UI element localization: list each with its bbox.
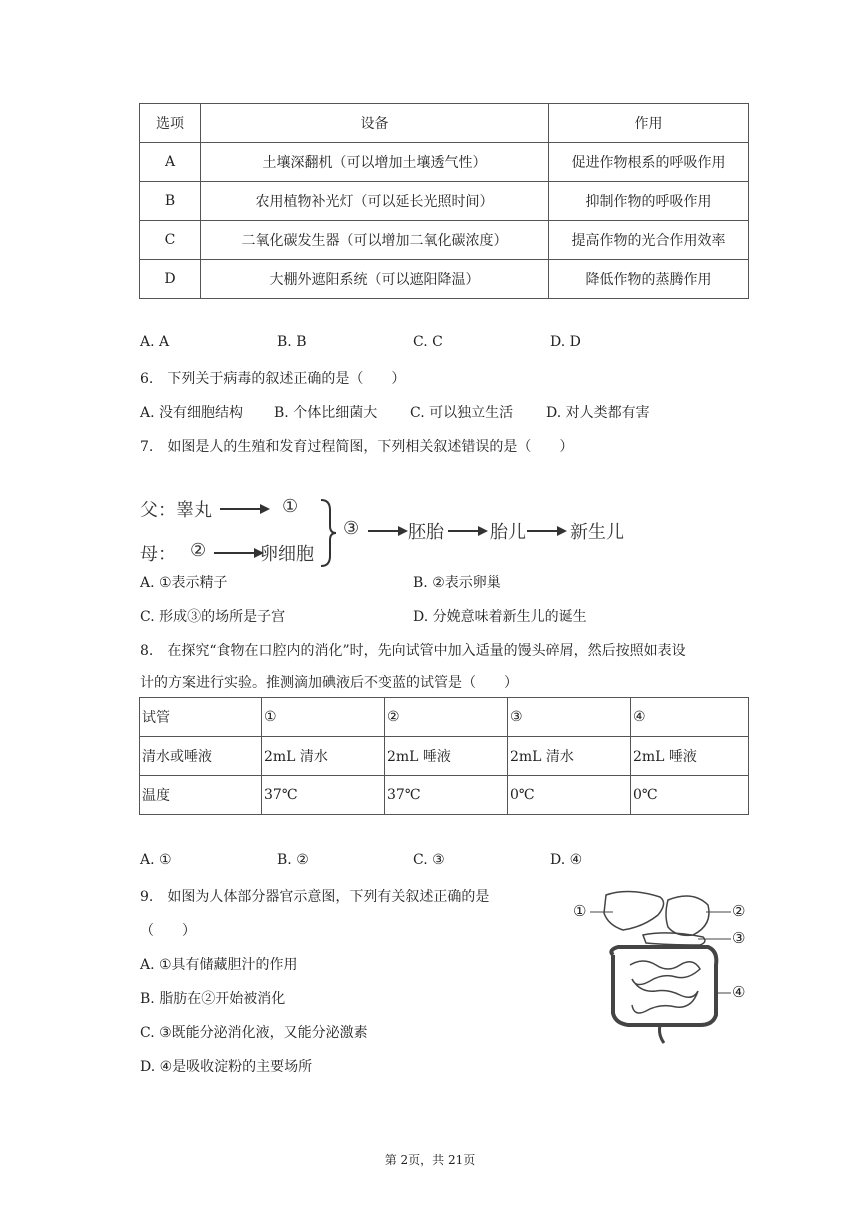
table-cell: B <box>140 182 201 221</box>
table-cell: 37℃ <box>262 776 385 815</box>
q5-option-c: C. C <box>413 334 443 350</box>
large-intestine-shape <box>611 947 716 1025</box>
organ-label-4: ④ <box>732 983 746 1001</box>
table-cell: ③ <box>508 698 631 737</box>
organ-label-2: ② <box>732 902 746 920</box>
q5-option-a: A. A <box>140 334 170 350</box>
table-cell: 抑制作物的呼吸作用 <box>549 182 749 221</box>
organ-label-1: ① <box>573 902 587 920</box>
q7-option-c: C. 形成③的场所是子宫 <box>140 609 286 625</box>
q6-option-a: A. 没有细胞结构 <box>140 405 244 421</box>
arrow-icon <box>448 525 488 537</box>
page-footer: 第 2页，共 21页 <box>384 1153 476 1167</box>
table-cell: 二氧化碳发生器（可以增加二氧化碳浓度） <box>201 221 549 260</box>
digestive-organs-illustration <box>568 885 753 1045</box>
q9-option-d: D. ④是吸收淀粉的主要场所 <box>140 1059 313 1075</box>
arrow-icon <box>214 547 264 559</box>
table-cell: ② <box>385 698 508 737</box>
q5-option-d: D. D <box>550 334 581 350</box>
table-header-cell: 选项 <box>140 104 201 143</box>
q8-stem-line1: 8. 在探究“食物在口腔内的消化”时，先向试管中加入适量的馒头碎屑，然后按照如表设 <box>140 643 686 659</box>
arrow-icon <box>527 525 567 537</box>
table-cell: 大棚外遮阳系统（可以遮阳降温） <box>201 260 549 299</box>
diagram-label-1: ① <box>282 496 299 517</box>
diagram-fetus-label: 胎儿 <box>490 522 526 543</box>
organ-label-3: ③ <box>732 929 746 947</box>
table-row <box>140 221 749 260</box>
table-cell: 37℃ <box>385 776 508 815</box>
q7-option-b: B. ②表示卵巢 <box>413 575 501 591</box>
table-row <box>140 260 749 299</box>
q9-stem-line2: （ ） <box>140 923 196 939</box>
rectum-shape <box>660 1025 665 1043</box>
table-cell: ④ <box>631 698 749 737</box>
q8-option-a: A. ① <box>140 852 172 868</box>
q9-stem-line1: 9. 如图为人体部分器官示意图，下列有关叙述正确的是 <box>140 889 490 905</box>
table-cell: 清水或唾液 <box>140 737 262 776</box>
q9-option-b: B. 脂肪在②开始被消化 <box>140 991 286 1007</box>
q6-option-d: D. 对人类都有害 <box>546 405 650 421</box>
table-cell: ① <box>262 698 385 737</box>
diagram-embryo-label: 胚胎 <box>408 522 444 543</box>
q9-option-a: A. ①具有储藏胆汁的作用 <box>140 957 298 973</box>
diagram-father-label: 父：睾丸 <box>140 500 212 521</box>
diagram-egg-label: 卵细胞 <box>260 544 314 565</box>
q6-stem: 6. 下列关于病毒的叙述正确的是（ ） <box>140 371 406 387</box>
q5-option-b: B. B <box>277 334 307 350</box>
table-cell: 温度 <box>140 776 262 815</box>
table-cell: 试管 <box>140 698 262 737</box>
table-row <box>140 698 749 737</box>
table-cell: 2mL 唾液 <box>631 737 749 776</box>
diagram-label-2: ② <box>190 540 207 561</box>
q8-option-d: D. ④ <box>550 852 583 868</box>
q7-stem: 7. 如图是人的生殖和发育过程简图，下列相关叙述错误的是（ ） <box>140 439 574 455</box>
brace-icon <box>318 498 338 568</box>
diagram-mother-label: 母： <box>140 544 176 565</box>
table-cell: 促进作物根系的呼吸作用 <box>549 143 749 182</box>
table-cell: 土壤深翻机（可以增加土壤透气性） <box>201 143 549 182</box>
table-header-cell: 设备 <box>201 104 549 143</box>
table-cell: A <box>140 143 201 182</box>
arrow-icon <box>220 503 270 515</box>
table-cell: 0℃ <box>631 776 749 815</box>
q8-option-b: B. ② <box>277 852 309 868</box>
table-row <box>140 737 749 776</box>
arrow-icon <box>368 525 408 537</box>
equipment-table <box>139 103 749 299</box>
diagram-newborn-label: 新生儿 <box>570 522 624 543</box>
table-cell: 0℃ <box>508 776 631 815</box>
table-cell: D <box>140 260 201 299</box>
table-header-row <box>140 104 749 143</box>
q6-option-b: B. 个体比细菌大 <box>274 405 378 421</box>
table-cell: 2mL 唾液 <box>385 737 508 776</box>
table-cell: 2mL 清水 <box>508 737 631 776</box>
table-cell: 降低作物的蒸腾作用 <box>549 260 749 299</box>
liver-shape <box>604 891 664 930</box>
q8-option-c: C. ③ <box>413 852 445 868</box>
table-cell: 2mL 清水 <box>262 737 385 776</box>
q7-option-d: D. 分娩意味着新生儿的诞生 <box>413 609 587 625</box>
pancreas-shape <box>643 933 705 945</box>
q9-option-c: C. ③既能分泌消化液，又能分泌激素 <box>140 1025 368 1041</box>
experiment-table <box>139 697 749 815</box>
table-cell: 农用植物补光灯（可以延长光照时间） <box>201 182 549 221</box>
table-row <box>140 182 749 221</box>
table-cell: 提高作物的光合作用效率 <box>549 221 749 260</box>
small-intestine-shape <box>630 961 700 1013</box>
table-cell: C <box>140 221 201 260</box>
table-row <box>140 143 749 182</box>
q7-option-a: A. ①表示精子 <box>140 575 228 591</box>
stomach-shape <box>666 896 709 935</box>
diagram-label-3: ③ <box>343 518 360 539</box>
table-header-cell: 作用 <box>549 104 749 143</box>
table-row <box>140 776 749 815</box>
q8-stem-line2: 计的方案进行实验。推测滴加碘液后不变蓝的试管是（ ） <box>140 675 518 691</box>
q6-option-c: C. 可以独立生活 <box>410 405 514 421</box>
